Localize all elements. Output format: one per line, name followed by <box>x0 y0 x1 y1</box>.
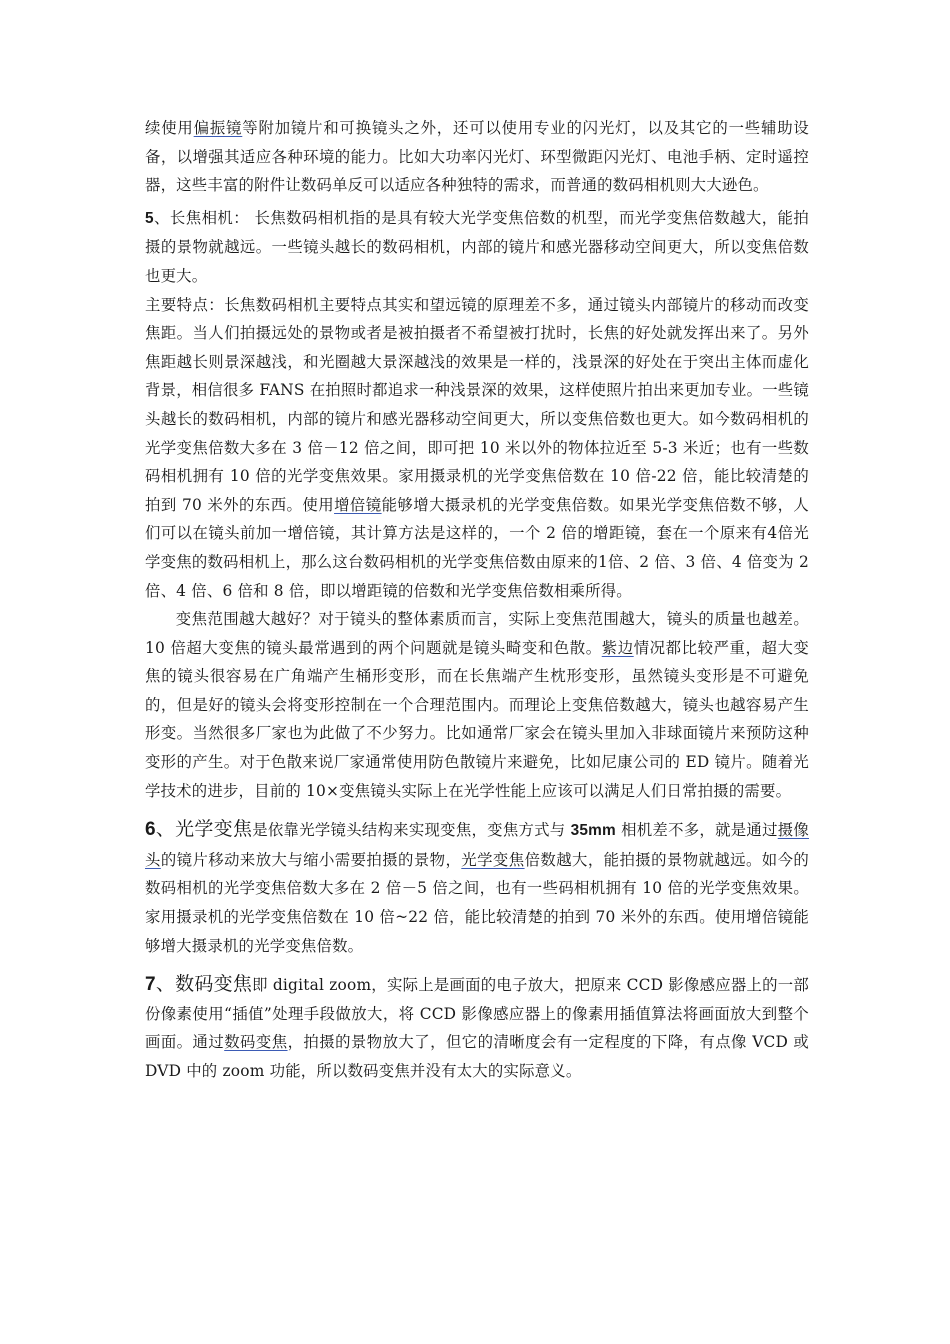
text: 是依靠光学镜头结构来实现变焦，变焦方式与 <box>252 821 571 840</box>
text: 能够增大摄录机的光学变焦倍数。如果光学变焦倍数不够，人们可以在镜头前加一增倍镜，其计算方法是这样的，一个 2 倍的增距镜，套在一个原来有4倍光学变焦的数码相机上，那么这台数码相机的光学变焦倍数由原来的1倍、2 倍、3 倍、4 倍变为 2 倍、4 倍、6 倍和 8 倍，即以增距镜的倍数和光学变焦倍数相乘所得。 <box>145 495 810 600</box>
text: 主要特点：长焦数码相机主要特点其实和望远镜的原理差不多，通过镜头内部镜片的移动而改变焦距。当人们拍摄远处的景物或者是被拍摄者不希望被打扰时，长焦的好处就发挥出来了。另外焦距越长则景深越浅，和光圈越大景深越浅的效果是一样的，浅景深的好处在于突出主体而虚化背景，相信很多 FANS 在拍照时都追求一种浅景深的效果，这样使照片拍出来更加专业。一些镜头越长的数码相机，内部的镜片和感光器移动空间更大，所以变焦倍数也更大。如今数码相机的光学变焦倍数大多在 3 倍－12 倍之间，即可把 10 米以外的物体拉近至 5-3 米近；也有一些数码相机拥有 10 倍的光学变焦效果。家用摄录机的光学变焦倍数在 10 倍-22 倍，能比较清楚的拍到 70 米外的东西。使用 <box>145 295 809 514</box>
link-optical-zoom[interactable]: 光学变焦 <box>461 850 525 869</box>
text: 相机差不多，就是通过 <box>615 821 778 840</box>
text: 续使用 <box>145 119 194 137</box>
text: 的镜片移动来放大与缩小需要拍摄的景物， <box>160 850 462 869</box>
link-teleconverter[interactable]: 增倍镜 <box>334 495 382 514</box>
text: 倍数越大，能拍摄的景物就越远。如今的数码相机的光学变焦倍数大多在 2 倍－5 倍之间，也有一些码相机拥有 10 倍的光学变焦效果。家用摄录机的光学变焦倍数在 10 倍~22 倍，能比较清楚的拍到 70 米外的东西。使用增倍镜能够增大摄录机的光学变焦倍数。 <box>145 850 809 955</box>
section-number: 6 <box>145 819 156 841</box>
text: 、长焦相机： 长焦数码相机指的是具有较大光学变焦倍数的机型，而光学变焦倍数越大，能拍摄的景物就越远。一些镜头越长的数码相机，内部的镜片和感光器移动空间更大，所以变焦倍数也更大。 <box>145 208 809 285</box>
text: 变焦范围越大越好？对于镜头的整体素质而言，实际上变焦范围越大，镜头的质量也越差。10 倍超大变焦的镜头最常遇到的两个问题就是镜头畸变和色散。 <box>145 610 809 657</box>
section-heading: 、光学变焦 <box>155 818 253 841</box>
link-digital-zoom[interactable]: 数码变焦 <box>224 1033 288 1052</box>
section-number: 7 <box>145 974 156 996</box>
paragraph-zoom-range <box>145 605 809 805</box>
text: ，拍摄的景物放大了，但它的清晰度会有一定程度的下降，有点像 VCD 或 DVD 中的 zoom 功能，所以数码变焦并没有太大的实际意义。 <box>145 1033 809 1080</box>
paragraph-optical-zoom <box>145 815 809 960</box>
section-heading: 、数码变焦 <box>155 973 253 996</box>
link-polarizer[interactable]: 偏振镜 <box>193 119 243 137</box>
text: 即 digital zoom，实际上是画面的电子放大，把原来 CCD 影像感应器上的一部份像素使用“插值”处理手段做放大，将 CCD 影像感应器上的像素用插值算法将画面放大到整个画面。通过 <box>145 976 809 1052</box>
section-number: 5 <box>145 209 154 227</box>
link-purple-fringe[interactable]: 紫边 <box>601 638 634 657</box>
document-page <box>145 114 809 1086</box>
text: 等附加镜片和可换镜头之外，还可以使用专业的闪光灯，以及其它的一些辅助设备，以增强其适应各种环境的能力。比如大功率闪光灯、环型微距闪光灯、电池手柄、定时遥控器，这些丰富的附件让数码单反可以适应各种独特的需求，而普通的数码相机则大大逊色。 <box>145 119 809 195</box>
text: 情况都比较严重，超大变焦的镜头很容易在广角端产生桶形变形，而在长焦端产生枕形变形，虽然镜头变形是不可避免的，但是好的镜头会将变形控制在一个合理范围内。而理论上变焦倍数越大，镜头也越容易产生形变。当然很多厂家也为此做了不少努力。比如通常厂家会在镜头里加入非球面镜片来预防这种变形的产生。对于色散来说厂家通常使用防色散镜片来避免，比如尼康公司的 ED 镜片。随着光学技术的进步，目前的 10×变焦镜头实际上在光学性能上应该可以满足人们日常拍摄的需要。 <box>145 638 810 800</box>
paragraph-main-features <box>145 291 809 606</box>
link-camera[interactable]: 摄像头 <box>145 821 809 869</box>
paragraph-continued <box>145 114 809 200</box>
paragraph-telephoto-camera <box>145 204 809 291</box>
paragraph-digital-zoom <box>145 970 809 1085</box>
text-bold: 35mm <box>570 822 616 840</box>
